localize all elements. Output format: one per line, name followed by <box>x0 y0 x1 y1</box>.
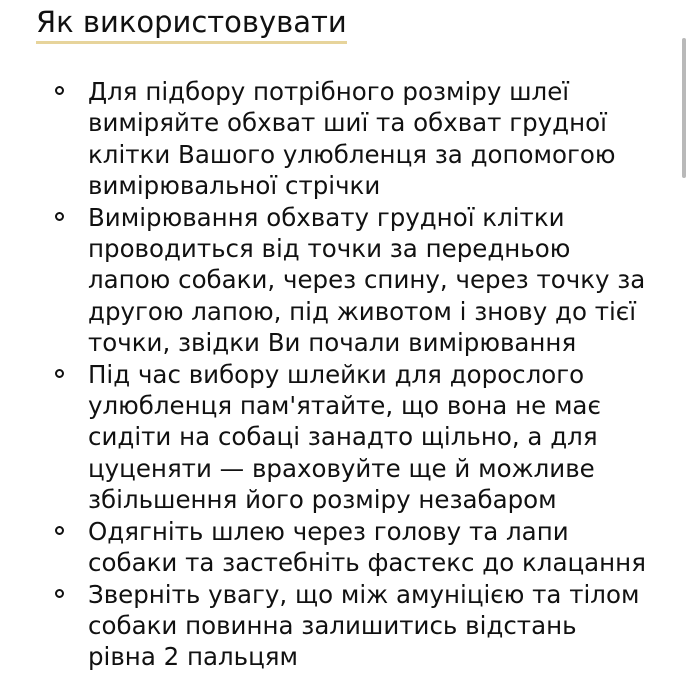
list-item-line: рівна 2 пальцям <box>88 642 299 672</box>
list-item <box>0 202 690 359</box>
hollow-bullet-icon <box>55 212 64 221</box>
hollow-bullet-icon <box>55 589 64 598</box>
list-item-line: виміряйте обхват шиї та обхват грудної <box>88 108 607 138</box>
section-heading: Як використовувати <box>36 5 347 39</box>
list-item-line: собаки повинна залишитись відстань <box>88 610 577 640</box>
list-item-line: сидіти на собаці занадто щільно, а для <box>88 422 598 452</box>
list-item-line: цуценяти — враховуйте ще й можливе <box>88 453 595 483</box>
list-item-line: точки, звідки Ви почали вимірювання <box>88 328 577 358</box>
list-item-line: проводиться від точки за передньою <box>88 234 571 264</box>
list-item-line: Одягніть шлею через голову та лапи <box>88 516 569 546</box>
list-item-line: клітки Вашого улюбленця за допомогою <box>88 139 616 169</box>
list-item-line: другою лапою, під животом і знову до тієї <box>88 296 637 326</box>
list-item <box>0 76 690 202</box>
list-item-line: лапою собаки, через спину, через точку за <box>88 265 646 295</box>
list-item-line: улюбленця пам'ятайте, що вона не має <box>88 391 601 421</box>
hollow-bullet-icon <box>55 526 64 535</box>
list-item <box>0 516 690 579</box>
list-item-line: Зверніть увагу, що між амуніцією та тілом <box>88 579 640 609</box>
list-item-line: Під час вибору шлейки для дорослого <box>88 359 585 389</box>
hollow-bullet-icon <box>55 86 64 95</box>
list-item-line: вимірювальної стрічки <box>88 171 381 201</box>
list-item-line: Вимірювання обхвату грудної клітки <box>88 202 565 232</box>
list-item-line: Для підбору потрібного розміру шлеї <box>88 77 570 106</box>
list-item <box>0 359 690 516</box>
list-item-line: збільшення його розміру незабаром <box>88 485 557 515</box>
hollow-bullet-icon <box>55 369 64 378</box>
list-item <box>0 579 690 673</box>
usage-steps-list <box>0 76 690 673</box>
heading-underline <box>36 41 347 44</box>
section-heading-container <box>36 4 347 44</box>
list-item-line: собаки та застебніть фастекс до клацання <box>88 548 646 578</box>
